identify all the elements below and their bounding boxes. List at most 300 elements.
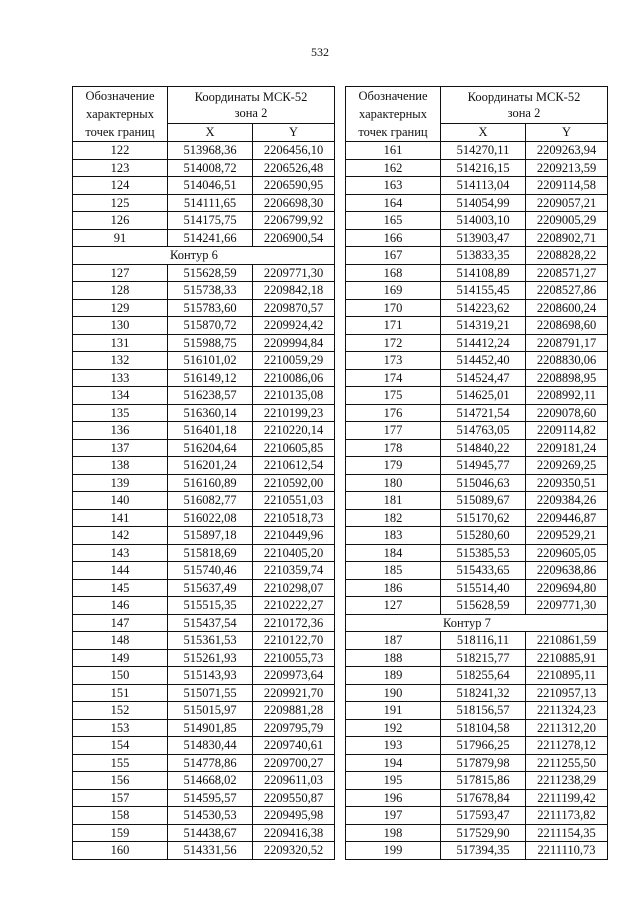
x-column-header: X [168, 123, 253, 142]
y-coordinate-cell: 2209213,59 [526, 159, 608, 177]
point-id-cell: 164 [346, 194, 441, 212]
table-row [346, 352, 608, 370]
x-coordinate-cell: 514595,57 [168, 789, 253, 807]
x-coordinate-cell: 515046,63 [441, 474, 526, 492]
x-coordinate-cell: 514412,24 [441, 334, 526, 352]
table-row [346, 457, 608, 475]
point-id-cell: 191 [346, 702, 441, 720]
table-row [73, 229, 335, 247]
table-row [73, 439, 335, 457]
x-coordinate-cell: 517815,86 [441, 772, 526, 790]
point-id-cell: 151 [73, 684, 168, 702]
table-row [73, 509, 335, 527]
y-coordinate-cell: 2210135,08 [253, 387, 335, 405]
y-coordinate-cell: 2210199,23 [253, 404, 335, 422]
point-id-cell: 141 [73, 509, 168, 527]
y-coordinate-cell: 2211324,23 [526, 702, 608, 720]
x-coordinate-cell: 518156,57 [441, 702, 526, 720]
x-coordinate-cell: 516082,77 [168, 492, 253, 510]
y-coordinate-cell: 2206526,48 [253, 159, 335, 177]
x-coordinate-cell: 517593,47 [441, 807, 526, 825]
page-number: 532 [311, 45, 329, 59]
table-row [73, 387, 335, 405]
table-row [346, 649, 608, 667]
y-coordinate-cell: 2208791,17 [526, 334, 608, 352]
x-coordinate-cell: 514830,44 [168, 737, 253, 755]
x-coordinate-cell: 517966,25 [441, 737, 526, 755]
point-id-cell: 192 [346, 719, 441, 737]
point-id-cell: 129 [73, 299, 168, 317]
y-column-header: Y [253, 123, 335, 142]
table-row [73, 142, 335, 160]
y-coordinate-cell: 2209771,30 [253, 264, 335, 282]
y-coordinate-cell: 2208600,24 [526, 299, 608, 317]
header-label-line2: характерных [86, 107, 154, 122]
x-coordinate-cell: 515988,75 [168, 334, 253, 352]
table-row [346, 579, 608, 597]
point-label-header [346, 87, 441, 142]
point-id-cell: 125 [73, 194, 168, 212]
point-id-cell: 144 [73, 562, 168, 580]
coords-title-line1: Координаты МСК-52 [194, 89, 308, 104]
point-id-cell: 165 [346, 212, 441, 230]
x-coordinate-cell: 514108,89 [441, 264, 526, 282]
x-coordinate-cell: 516238,57 [168, 387, 253, 405]
table-row [346, 194, 608, 212]
coords-header [441, 87, 608, 124]
point-id-cell: 138 [73, 457, 168, 475]
x-coordinate-cell: 514901,85 [168, 719, 253, 737]
point-id-cell: 160 [73, 842, 168, 860]
point-id-cell: 190 [346, 684, 441, 702]
y-coordinate-cell: 2209005,29 [526, 212, 608, 230]
y-coordinate-cell: 2209181,24 [526, 439, 608, 457]
table-row [346, 509, 608, 527]
x-coordinate-cell: 514524,47 [441, 369, 526, 387]
x-coordinate-cell: 514763,05 [441, 422, 526, 440]
y-coordinate-cell: 2210518,73 [253, 509, 335, 527]
y-coordinate-cell: 2210055,73 [253, 649, 335, 667]
x-coordinate-cell: 516204,64 [168, 439, 253, 457]
y-coordinate-cell: 2209495,98 [253, 807, 335, 825]
contour-label: Контур 7 [346, 614, 608, 632]
point-id-cell: 174 [346, 369, 441, 387]
x-coordinate-cell: 514840,22 [441, 439, 526, 457]
table-row [346, 142, 608, 160]
y-coordinate-cell: 2211110,73 [526, 842, 608, 860]
y-coordinate-cell: 2206900,54 [253, 229, 335, 247]
x-coordinate-cell: 515515,35 [168, 597, 253, 615]
point-id-cell: 158 [73, 807, 168, 825]
coords-header [168, 87, 335, 124]
y-coordinate-cell: 2209921,70 [253, 684, 335, 702]
point-id-cell: 195 [346, 772, 441, 790]
table-row [73, 842, 335, 860]
table-row [73, 597, 335, 615]
x-coordinate-cell: 515015,97 [168, 702, 253, 720]
x-coordinate-cell: 518116,11 [441, 632, 526, 650]
x-coordinate-cell: 516360,14 [168, 404, 253, 422]
y-coordinate-cell: 2211312,20 [526, 719, 608, 737]
table-row [73, 789, 335, 807]
y-coordinate-cell: 2209350,51 [526, 474, 608, 492]
point-id-cell: 150 [73, 667, 168, 685]
point-id-cell: 186 [346, 579, 441, 597]
y-coordinate-cell: 2209638,86 [526, 562, 608, 580]
table-row [346, 719, 608, 737]
x-coordinate-cell: 514111,65 [168, 194, 253, 212]
y-coordinate-cell: 2209446,87 [526, 509, 608, 527]
point-id-cell: 145 [73, 579, 168, 597]
x-coordinate-cell: 514155,45 [441, 282, 526, 300]
point-id-cell: 163 [346, 177, 441, 195]
y-coordinate-cell: 2210359,74 [253, 562, 335, 580]
x-coordinate-cell: 518215,77 [441, 649, 526, 667]
table-row [73, 614, 335, 632]
point-id-cell: 168 [346, 264, 441, 282]
table-row [346, 334, 608, 352]
table-row [346, 387, 608, 405]
table-row [346, 772, 608, 790]
table-row [73, 544, 335, 562]
y-coordinate-cell: 2210551,03 [253, 492, 335, 510]
y-coordinate-cell: 2209771,30 [526, 597, 608, 615]
point-id-cell: 175 [346, 387, 441, 405]
y-coordinate-cell: 2209550,87 [253, 789, 335, 807]
x-coordinate-cell: 515143,93 [168, 667, 253, 685]
y-coordinate-cell: 2209700,27 [253, 754, 335, 772]
x-coordinate-cell: 518104,58 [441, 719, 526, 737]
point-id-cell: 153 [73, 719, 168, 737]
x-coordinate-cell: 517394,35 [441, 842, 526, 860]
point-id-cell: 178 [346, 439, 441, 457]
table-row [73, 702, 335, 720]
x-coordinate-cell: 514223,62 [441, 299, 526, 317]
x-coordinate-cell: 514003,10 [441, 212, 526, 230]
x-coordinate-cell: 517678,84 [441, 789, 526, 807]
table-row [346, 422, 608, 440]
table-row [73, 282, 335, 300]
y-coordinate-cell: 2209740,61 [253, 737, 335, 755]
y-coordinate-cell: 2208902,71 [526, 229, 608, 247]
x-coordinate-cell: 515280,60 [441, 527, 526, 545]
table-row [346, 282, 608, 300]
point-id-cell: 181 [346, 492, 441, 510]
point-id-cell: 180 [346, 474, 441, 492]
y-coordinate-cell: 2209870,57 [253, 299, 335, 317]
x-coordinate-cell: 515628,59 [168, 264, 253, 282]
y-coordinate-cell: 2210222,27 [253, 597, 335, 615]
table-row [346, 527, 608, 545]
table-row [73, 334, 335, 352]
y-coordinate-cell: 2208698,60 [526, 317, 608, 335]
point-id-cell: 171 [346, 317, 441, 335]
contour-label: Контур 6 [73, 247, 335, 265]
table-row [73, 719, 335, 737]
point-id-cell: 139 [73, 474, 168, 492]
point-id-cell: 157 [73, 789, 168, 807]
coordinates-table-left [72, 86, 335, 860]
table-row [346, 562, 608, 580]
y-coordinate-cell: 2210086,06 [253, 369, 335, 387]
table-row [346, 299, 608, 317]
x-coordinate-cell: 514452,40 [441, 352, 526, 370]
y-coordinate-cell: 2209057,21 [526, 194, 608, 212]
x-coordinate-cell: 515783,60 [168, 299, 253, 317]
y-coordinate-cell: 2211255,50 [526, 754, 608, 772]
x-coordinate-cell: 517879,98 [441, 754, 526, 772]
point-id-cell: 135 [73, 404, 168, 422]
point-id-cell: 166 [346, 229, 441, 247]
x-coordinate-cell: 516022,08 [168, 509, 253, 527]
x-coordinate-cell: 514175,75 [168, 212, 253, 230]
y-coordinate-cell: 2211173,82 [526, 807, 608, 825]
point-id-cell: 184 [346, 544, 441, 562]
point-id-cell: 152 [73, 702, 168, 720]
x-coordinate-cell: 515738,33 [168, 282, 253, 300]
table-row [346, 632, 608, 650]
table-row [346, 789, 608, 807]
point-id-cell: 146 [73, 597, 168, 615]
point-id-cell: 91 [73, 229, 168, 247]
y-coordinate-cell: 2209320,52 [253, 842, 335, 860]
y-coordinate-cell: 2209416,38 [253, 824, 335, 842]
table-row [346, 317, 608, 335]
y-coordinate-cell: 2208527,86 [526, 282, 608, 300]
y-coordinate-cell: 2209611,03 [253, 772, 335, 790]
table-row [73, 632, 335, 650]
y-coordinate-cell: 2206456,10 [253, 142, 335, 160]
x-coordinate-cell: 516160,89 [168, 474, 253, 492]
table-row [346, 492, 608, 510]
x-coordinate-cell: 513903,47 [441, 229, 526, 247]
point-id-cell: 183 [346, 527, 441, 545]
x-coordinate-cell: 514054,99 [441, 194, 526, 212]
header-label-line3: точек границ [85, 125, 155, 140]
header-label-line1: Обозначение [358, 89, 428, 103]
x-coordinate-cell: 518241,32 [441, 684, 526, 702]
coordinates-table-right [345, 86, 608, 860]
x-coordinate-cell: 515071,55 [168, 684, 253, 702]
x-coordinate-cell: 514530,53 [168, 807, 253, 825]
table-row [346, 737, 608, 755]
coords-title-line2: зона 2 [507, 105, 541, 120]
table-row [346, 247, 608, 265]
x-coordinate-cell: 515740,46 [168, 562, 253, 580]
table-row [73, 579, 335, 597]
point-id-cell: 132 [73, 352, 168, 370]
point-id-cell: 188 [346, 649, 441, 667]
point-id-cell: 128 [73, 282, 168, 300]
table-row [73, 457, 335, 475]
table-row [73, 527, 335, 545]
table-body-left [73, 142, 335, 860]
point-id-cell: 149 [73, 649, 168, 667]
x-coordinate-cell: 514241,66 [168, 229, 253, 247]
point-id-cell: 182 [346, 509, 441, 527]
x-coordinate-cell: 516101,02 [168, 352, 253, 370]
point-id-cell: 197 [346, 807, 441, 825]
table-row [73, 667, 335, 685]
x-coordinate-cell: 514331,56 [168, 842, 253, 860]
y-coordinate-cell: 2208828,22 [526, 247, 608, 265]
x-coordinate-cell: 515385,53 [441, 544, 526, 562]
table-row [73, 159, 335, 177]
y-coordinate-cell: 2209694,80 [526, 579, 608, 597]
x-coordinate-cell: 515170,62 [441, 509, 526, 527]
point-id-cell: 133 [73, 369, 168, 387]
table-row [346, 159, 608, 177]
y-coordinate-cell: 2209263,94 [526, 142, 608, 160]
table-row [346, 684, 608, 702]
x-column-header: X [441, 123, 526, 142]
point-id-cell: 131 [73, 334, 168, 352]
point-id-cell: 193 [346, 737, 441, 755]
y-coordinate-cell: 2210605,85 [253, 439, 335, 457]
point-id-cell: 199 [346, 842, 441, 860]
table-row [73, 369, 335, 387]
table-row [73, 177, 335, 195]
y-coordinate-cell: 2209924,42 [253, 317, 335, 335]
point-id-cell: 189 [346, 667, 441, 685]
point-id-cell: 169 [346, 282, 441, 300]
table-row [73, 212, 335, 230]
table-row [346, 754, 608, 772]
x-coordinate-cell: 516401,18 [168, 422, 253, 440]
point-id-cell: 177 [346, 422, 441, 440]
x-coordinate-cell: 514008,72 [168, 159, 253, 177]
table-row [73, 824, 335, 842]
y-coordinate-cell: 2209605,05 [526, 544, 608, 562]
x-coordinate-cell: 514778,86 [168, 754, 253, 772]
table-row [73, 352, 335, 370]
table-row [73, 422, 335, 440]
y-coordinate-cell: 2211199,42 [526, 789, 608, 807]
point-id-cell: 154 [73, 737, 168, 755]
x-coordinate-cell: 515089,67 [441, 492, 526, 510]
y-column-header: Y [526, 123, 608, 142]
x-coordinate-cell: 516149,12 [168, 369, 253, 387]
y-coordinate-cell: 2209114,58 [526, 177, 608, 195]
table-row [346, 807, 608, 825]
y-coordinate-cell: 2210449,96 [253, 527, 335, 545]
y-coordinate-cell: 2209881,28 [253, 702, 335, 720]
y-coordinate-cell: 2206698,30 [253, 194, 335, 212]
table-row [73, 317, 335, 335]
y-coordinate-cell: 2209973,64 [253, 667, 335, 685]
coords-title-line2: зона 2 [234, 105, 268, 120]
y-coordinate-cell: 2208992,11 [526, 387, 608, 405]
table-row [346, 667, 608, 685]
y-coordinate-cell: 2211238,29 [526, 772, 608, 790]
x-coordinate-cell: 515261,93 [168, 649, 253, 667]
point-id-cell: 140 [73, 492, 168, 510]
point-id-cell: 161 [346, 142, 441, 160]
table-row [346, 212, 608, 230]
x-coordinate-cell: 516201,24 [168, 457, 253, 475]
point-id-cell: 196 [346, 789, 441, 807]
table-row [346, 824, 608, 842]
contour-row [346, 614, 608, 632]
table-row [346, 177, 608, 195]
x-coordinate-cell: 515637,49 [168, 579, 253, 597]
y-coordinate-cell: 2210172,36 [253, 614, 335, 632]
point-id-cell: 122 [73, 142, 168, 160]
point-id-cell: 142 [73, 527, 168, 545]
table-row [73, 299, 335, 317]
point-id-cell: 176 [346, 404, 441, 422]
y-coordinate-cell: 2211278,12 [526, 737, 608, 755]
x-coordinate-cell: 514113,04 [441, 177, 526, 195]
table-row [73, 264, 335, 282]
point-id-cell: 162 [346, 159, 441, 177]
header-label-line1: Обозначение [85, 89, 155, 103]
point-id-cell: 172 [346, 334, 441, 352]
point-id-cell: 179 [346, 457, 441, 475]
point-id-cell: 185 [346, 562, 441, 580]
y-coordinate-cell: 2208898,95 [526, 369, 608, 387]
point-id-cell: 147 [73, 614, 168, 632]
y-coordinate-cell: 2210059,29 [253, 352, 335, 370]
x-coordinate-cell: 513833,35 [441, 247, 526, 265]
y-coordinate-cell: 2209842,18 [253, 282, 335, 300]
table-row [346, 474, 608, 492]
x-coordinate-cell: 515361,53 [168, 632, 253, 650]
table-row [346, 229, 608, 247]
table-row [73, 562, 335, 580]
table-row [73, 754, 335, 772]
y-coordinate-cell: 2206590,95 [253, 177, 335, 195]
x-coordinate-cell: 514046,51 [168, 177, 253, 195]
x-coordinate-cell: 514438,67 [168, 824, 253, 842]
x-coordinate-cell: 514270,11 [441, 142, 526, 160]
point-id-cell: 156 [73, 772, 168, 790]
y-coordinate-cell: 2210861,59 [526, 632, 608, 650]
x-coordinate-cell: 515897,18 [168, 527, 253, 545]
x-coordinate-cell: 515818,69 [168, 544, 253, 562]
point-id-cell: 136 [73, 422, 168, 440]
x-coordinate-cell: 515870,72 [168, 317, 253, 335]
point-id-cell: 148 [73, 632, 168, 650]
y-coordinate-cell: 2209269,25 [526, 457, 608, 475]
header-label-line3: точек границ [358, 125, 428, 140]
point-id-cell: 170 [346, 299, 441, 317]
y-coordinate-cell: 2211154,35 [526, 824, 608, 842]
x-coordinate-cell: 514216,15 [441, 159, 526, 177]
y-coordinate-cell: 2208571,27 [526, 264, 608, 282]
table-row [73, 684, 335, 702]
point-id-cell: 155 [73, 754, 168, 772]
point-id-cell: 123 [73, 159, 168, 177]
table-row [346, 597, 608, 615]
point-id-cell: 124 [73, 177, 168, 195]
x-coordinate-cell: 514945,77 [441, 457, 526, 475]
y-coordinate-cell: 2210122,70 [253, 632, 335, 650]
point-id-cell: 198 [346, 824, 441, 842]
table-row [73, 649, 335, 667]
y-coordinate-cell: 2209529,21 [526, 527, 608, 545]
x-coordinate-cell: 514625,01 [441, 387, 526, 405]
table-row [346, 369, 608, 387]
point-id-cell: 194 [346, 754, 441, 772]
y-coordinate-cell: 2210405,20 [253, 544, 335, 562]
table-row [73, 492, 335, 510]
x-coordinate-cell: 515437,54 [168, 614, 253, 632]
point-label-header [73, 87, 168, 142]
y-coordinate-cell: 2210895,11 [526, 667, 608, 685]
x-coordinate-cell: 514668,02 [168, 772, 253, 790]
table-row [346, 264, 608, 282]
